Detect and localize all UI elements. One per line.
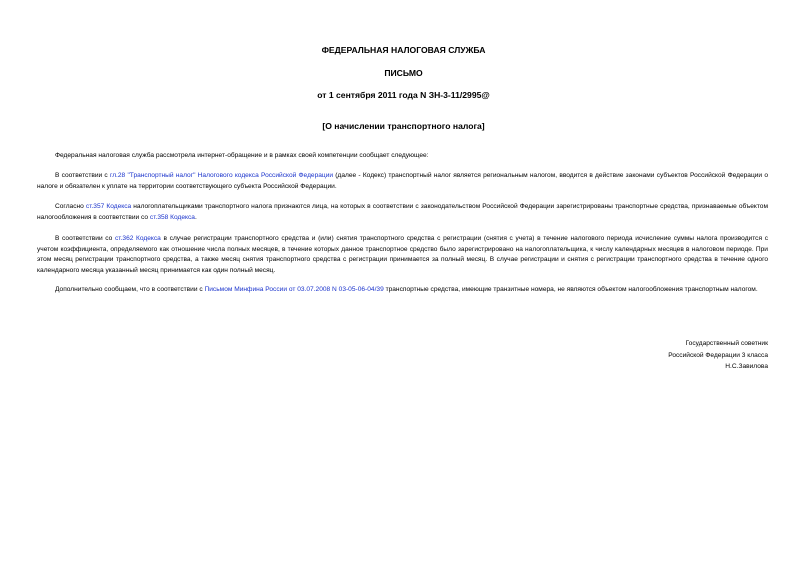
document-subject: [О начислении транспортного налога] [322,121,485,131]
paragraph-text: в случае регистрации транспортного средства и (или) снятия транспортного средства с регистрации (снятия с учета) в течение налогового периода исчисление суммы налога производится с учетом коэффициента, определяемого как отношение числа полных месяцев, в течение которых данное транспортное средство было зарегистрировано на налогоплательщика, к числу календарных месяцев в налоговом периоде. При этом месяц регистрации транспортного средства, а также месяц снятия транспортного средства с регистрации принимается за полный месяц. В случае регистрации и снятия с регистрации транспортного средства в течение одного календарного месяца указанный месяц принимается как один полный месяц. [37,235,768,274]
link-article-362[interactable]: ст.362 Кодекса [114,235,161,242]
signer-rank: Российской Федерации 3 класса [668,351,768,359]
signer-name: Н.С.Завилова [725,363,768,370]
paragraph-text: В соответствии с [55,172,110,179]
paragraph-transit-plates [37,285,768,296]
agency-name: ФЕДЕРАЛЬНАЯ НАЛОГОВАЯ СЛУЖБА [321,45,486,55]
link-article-358[interactable]: ст.358 Кодекса [149,213,195,221]
paragraph-text: (далее - Кодекс) транспортный налог является региональным налогом, вводится в действие законами субъектов Российской Федерации о налоге и обязателен к уплате на территории соответствующего субъекта Российской Федерации. [37,172,769,190]
document-reference: от 1 сентября 2011 года N ЗН-3-11/2995@ [317,90,490,100]
paragraph-text: транспортные средства, имеющие транзитные номера, не являются объектом налогообложения транспортным налогом. [383,286,758,293]
signer-title: Государственный советник [685,340,768,347]
paragraph-chapter-28 [37,171,768,192]
paragraph-text: Согласно [55,203,86,210]
link-minfin-letter[interactable]: Письмом Минфина России от 03.07.2008 N 03-05-06-04/39 [204,286,384,293]
paragraph-article-357 [37,202,768,223]
paragraph-text: . [194,213,197,221]
paragraph-intro-text: Федеральная налоговая служба рассмотрела интернет-обращение и в рамках своей компетенции сообщает следующее: [55,152,429,159]
paragraph-text: Дополнительно сообщаем, что в соответствии с [55,286,205,293]
signature-block [668,338,768,373]
link-tax-code-chapter-28[interactable]: гл.28 "Транспортный налог" Налогового кодекса Российской Федерации [109,172,334,179]
paragraph-text: налогоплательщиками транспортного налога признаются лица, на которых в соответствии с законодательством Российской Федерации зарегистрированы транспортные средства, признаваемые объектом налогообложения в соответствии со [37,203,768,221]
paragraph-intro [37,151,768,162]
paragraph-text: В соответствии со [55,235,115,242]
document-type: ПИСЬМО [384,68,423,78]
paragraph-article-362 [37,234,768,276]
link-article-357[interactable]: ст.357 Кодекса [85,203,132,210]
